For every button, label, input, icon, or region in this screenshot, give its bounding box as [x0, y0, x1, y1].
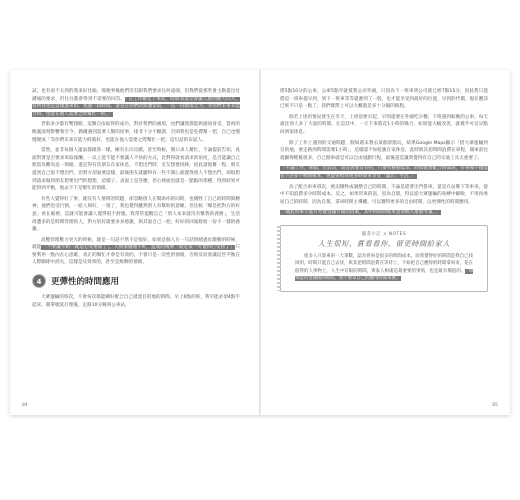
section-title: 更彈性的時間應用	[51, 277, 120, 288]
body-paragraph	[280, 165, 488, 180]
body-paragraph	[32, 237, 240, 267]
text-segment: 除了工作上遇到的交通問題，假如週末想去某個景點玩，結果Google Maps顯示「搭大眾運輸到目的地，要走路到時間需要1小時」，這樣還不如乾脆在家休息，此時與其把時間浪費在車程，開車前往就顯得輕鬆很多，自己開車就是可以自由規劃行程，最後還是讓我覺得有自己的交通工具太重要了。	[280, 140, 488, 161]
text-segment: 為了配合車車班次，被迫犧牲或調整自己的時間，不論是趕著出門搭車，還是在站牌下等車來，從中不知浪費多少時間成本，反之，如果買車的話，因為自駕，得以從大眾運輸的束縛中解脫，不用再委屈自己的時間，因為自駕，拿回時間主導權，可以獲得更多的自由時間，以更彈性的時間應用。	[280, 184, 488, 205]
body-paragraph	[280, 184, 488, 207]
body-paragraph	[280, 88, 488, 111]
notes-label: 隨書小記 × NOTES	[361, 231, 407, 237]
notes-box	[280, 225, 488, 292]
notes-handwritten-quote: 人生很短，賞看看你，留更時間給家人	[317, 238, 451, 248]
section-header	[32, 274, 240, 288]
page-number-left: 84	[22, 403, 28, 408]
section-number-badge: 4	[32, 274, 46, 288]
left-page-body	[32, 88, 240, 267]
text-segment: 很多人只算車的一大筆數，認為買車是很多的時間成本，而我覺得好的時間是我自己找回的，時間只能自己去找，與其把時間浪費在等待上，不如把自己應得的時間拿回來，花在值得的人事物上，人生中有限的時間，與家人相處是最重要的事情，也是最有價值的。	[295, 253, 473, 274]
text-segment: 老街多少都有雙翅膀，這類自由取得的成功，對於我們的處境，也們讓我都能夠感同身受。當初的飽滿深刻影響我至今，偶爾遇到需要人幫的同事，排非十分不願讀，否則我也是免費幫一把，自己也慢慢變成「等你們未來有能力時就好，也能在他人需要之際幫忙一把」這句話的布道人。	[32, 122, 240, 143]
text-segment: 試，也有看不太到的我來好比喻，那便事後他們沒有跟我們要求任何遠端，但我們從那些會主動提出付溝通的要求，但往往都會得到不需要的回答。	[32, 89, 240, 102]
body-paragraph	[32, 121, 240, 144]
highlighted-quote: 「在工作確定下來前，時間表還是會讓人感到壓力山大，當初我也是這樣過來的。我過一段時間，還是在你們的焦慮當前，一直一份錯落之力，等你們未來有能力時，也能在他人需要之際幫忙一把。」	[32, 96, 240, 117]
text-segment: 當然，並非每個人運氣都跟我一樣，擁有正向反饋，甚至時候，開口求人幫忙，不論提前告知，真面對著是否要求來取報酬，一以上能不能不要讓人不快的方式，比對得就看請求的角度，是否能讓自己無需為難為這一情緒。還記得有次朋友在家休息，不想出門時，室友想要找陣，因此請他幫一程，朋友提到自己很不想出門，但對方卻說要這樣，最後朋友就聽得有一些不開心就覺得別人不想出門，卻很想到請求做到朋友想要出門的想想，這樣子，表面上是答應，但心裡面也就是一點點的那種，得到結果可能得到平衡，他去不不是幫忙的情緒。	[32, 148, 240, 192]
highlighted-quote: 「不論工作、休假、出去玩，還是與朋友有約，只要有移動需求，時間就要配合時間表，有車後不僅能省下許多不便與成本，更能帶給我更多時間來享受「溫式」生活。」	[280, 166, 488, 179]
right-page	[280, 88, 488, 292]
highlighted-quote: 「就此買車不能只考慮金錢方面的因素，其中的時間成本也須納入重點考量。」	[281, 210, 440, 216]
highlighted-quote: 「如果能用金錢換回時間，我不要拿自己的應用時間來換」	[295, 268, 473, 282]
right-page-body	[280, 88, 488, 217]
book-spread	[10, 70, 510, 415]
body-paragraph	[280, 209, 488, 217]
text-segment: 高壓管理壓力更大的時候，就是一句話不然不是很好，如果是個人在一句話情緒過於激動的時候，就能	[32, 237, 240, 251]
notes-paragraph	[295, 253, 473, 283]
section-paragraph: 大眾運輸的班次，不會每次都能剛好配合自己抵達目的地的時間，早上6點的班，我可能必須4點半起床，簡單梳洗打理後，走路10分鐘到公車站，	[32, 295, 240, 308]
text-segment: 有些人覺得好了事，就沒有人情債的問題，卻忽略別人在幫助你的同時，也犧牲了自己的時間與精神，他們也受行情，一給人與好，一很了，我也覺得雖然別人有幫助的意願，但比較「總是把對方的好意」看在眼裡，這就可能會讓人覺得很不舒服，我常常提醒自己「別人本來就沒有幫我的義務」，生活周遭多的是時間管理的人，對方的好就要多多感謝，與其說自己一把，好好的回報將給一份不一樣的感謝。	[32, 196, 240, 233]
body-paragraph	[280, 140, 488, 163]
body-paragraph	[32, 147, 240, 193]
text-segment: 搭5點10分的公車，公車5點半就抵我公司外頭，只因為下一班車到公司就已經7點15分，因此我只能搭這一班車提早到，到下一班車等等就遲到了一般，也才能享受到最好的位置，早到的代價，現在應該已經不只是一點了，我們實際上可以大概就是多十分鐘的路程。	[280, 89, 488, 110]
notes-tab-edge	[277, 226, 281, 291]
body-paragraph	[32, 196, 240, 234]
body-paragraph	[32, 88, 240, 118]
text-segment: 只要利用一點內在心思維，真正的幫忙才會是有效的，不會只是一次性的情緒，否則反而會讓這些平衡在人際關係中消失，這樣是反效果的，甚至是無聊的情緒。	[32, 245, 240, 266]
page-number-right: 85	[492, 403, 498, 408]
highlighted-quote: 「不要讓不夠一就是心受委屈了」，人情債處理不好，造成的後果「就是某一方覺得心受屈了」	[42, 245, 235, 251]
left-page	[32, 88, 240, 312]
text-segment: 倘若上述的情況發生在冬天，上班前要早起，早到還要在外頭吃早餐，下班遇到較晚的公車，每天就比別人多了大量的時間，在這其中，一天下來將花1小時的場合，如果能大幅改善，就幾乎可以早點回到家休息。	[280, 114, 488, 135]
book-gutter	[259, 70, 261, 415]
body-paragraph	[280, 114, 488, 137]
